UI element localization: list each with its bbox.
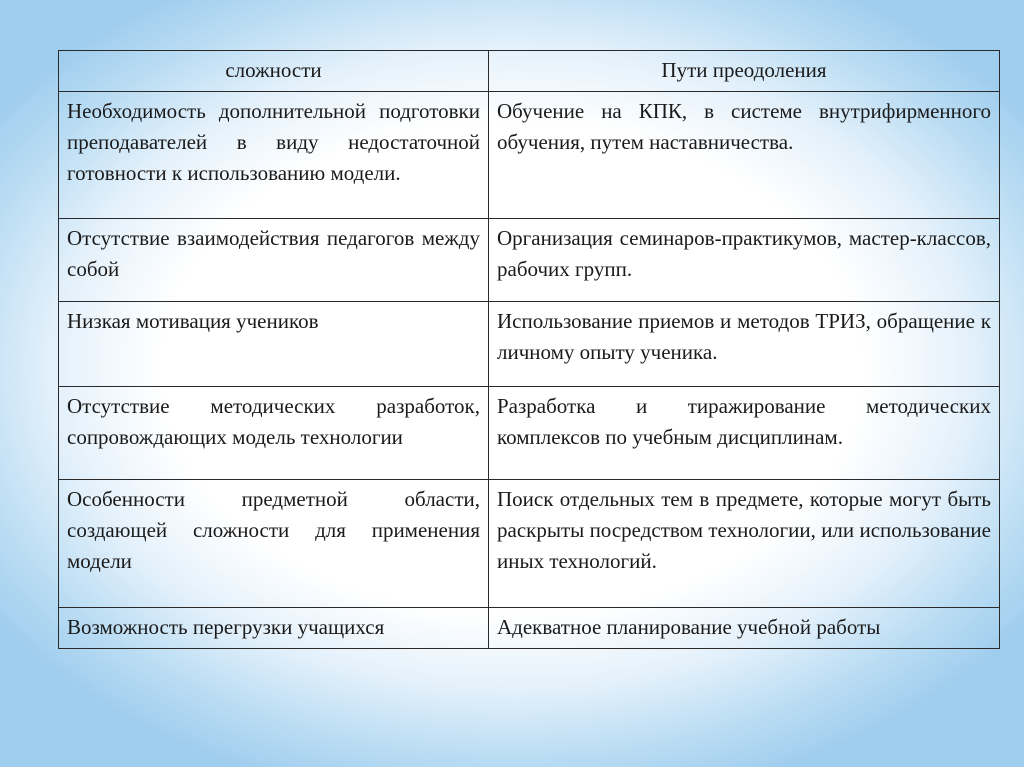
solution-cell: Обучение на КПК, в системе внутрифирменного обучения, путем наставничества.: [489, 92, 1000, 219]
table-row: [59, 219, 1000, 302]
solution-cell: Поиск отдельных тем в предмете, которые могут быть раскрыты посредством технологии, или использование иных технологий.: [489, 480, 1000, 608]
table-row: [59, 387, 1000, 480]
solution-cell: Организация семинаров-практикумов, мастер-классов, рабочих групп.: [489, 219, 1000, 302]
table-row: [59, 302, 1000, 387]
solution-cell: Разработка и тиражирование методических комплексов по учебным дисциплинам.: [489, 387, 1000, 480]
difficulty-cell: Отсутствие взаимодействия педагогов между собой: [59, 219, 489, 302]
table-row: [59, 480, 1000, 608]
difficulty-cell: Возможность перегрузки учащихся: [59, 608, 489, 649]
difficulty-cell: Необходимость дополнительной подготовки преподавателей в виду недостаточной готовности к использованию модели.: [59, 92, 489, 219]
difficulty-cell: Особенности предметной области, создающей сложности для применения модели: [59, 480, 489, 608]
solution-cell: Адекватное планирование учебной работы: [489, 608, 1000, 649]
difficulties-table: [58, 50, 1000, 649]
solution-cell: Использование приемов и методов ТРИЗ, обращение к личному опыту ученика.: [489, 302, 1000, 387]
header-difficulties: сложности: [59, 51, 489, 92]
table-row: [59, 608, 1000, 649]
difficulty-cell: Отсутствие методических разработок, сопровождающих модель технологии: [59, 387, 489, 480]
table-header-row: [59, 51, 1000, 92]
header-solutions: Пути преодоления: [489, 51, 1000, 92]
difficulty-cell: Низкая мотивация учеников: [59, 302, 489, 387]
table-row: [59, 92, 1000, 219]
